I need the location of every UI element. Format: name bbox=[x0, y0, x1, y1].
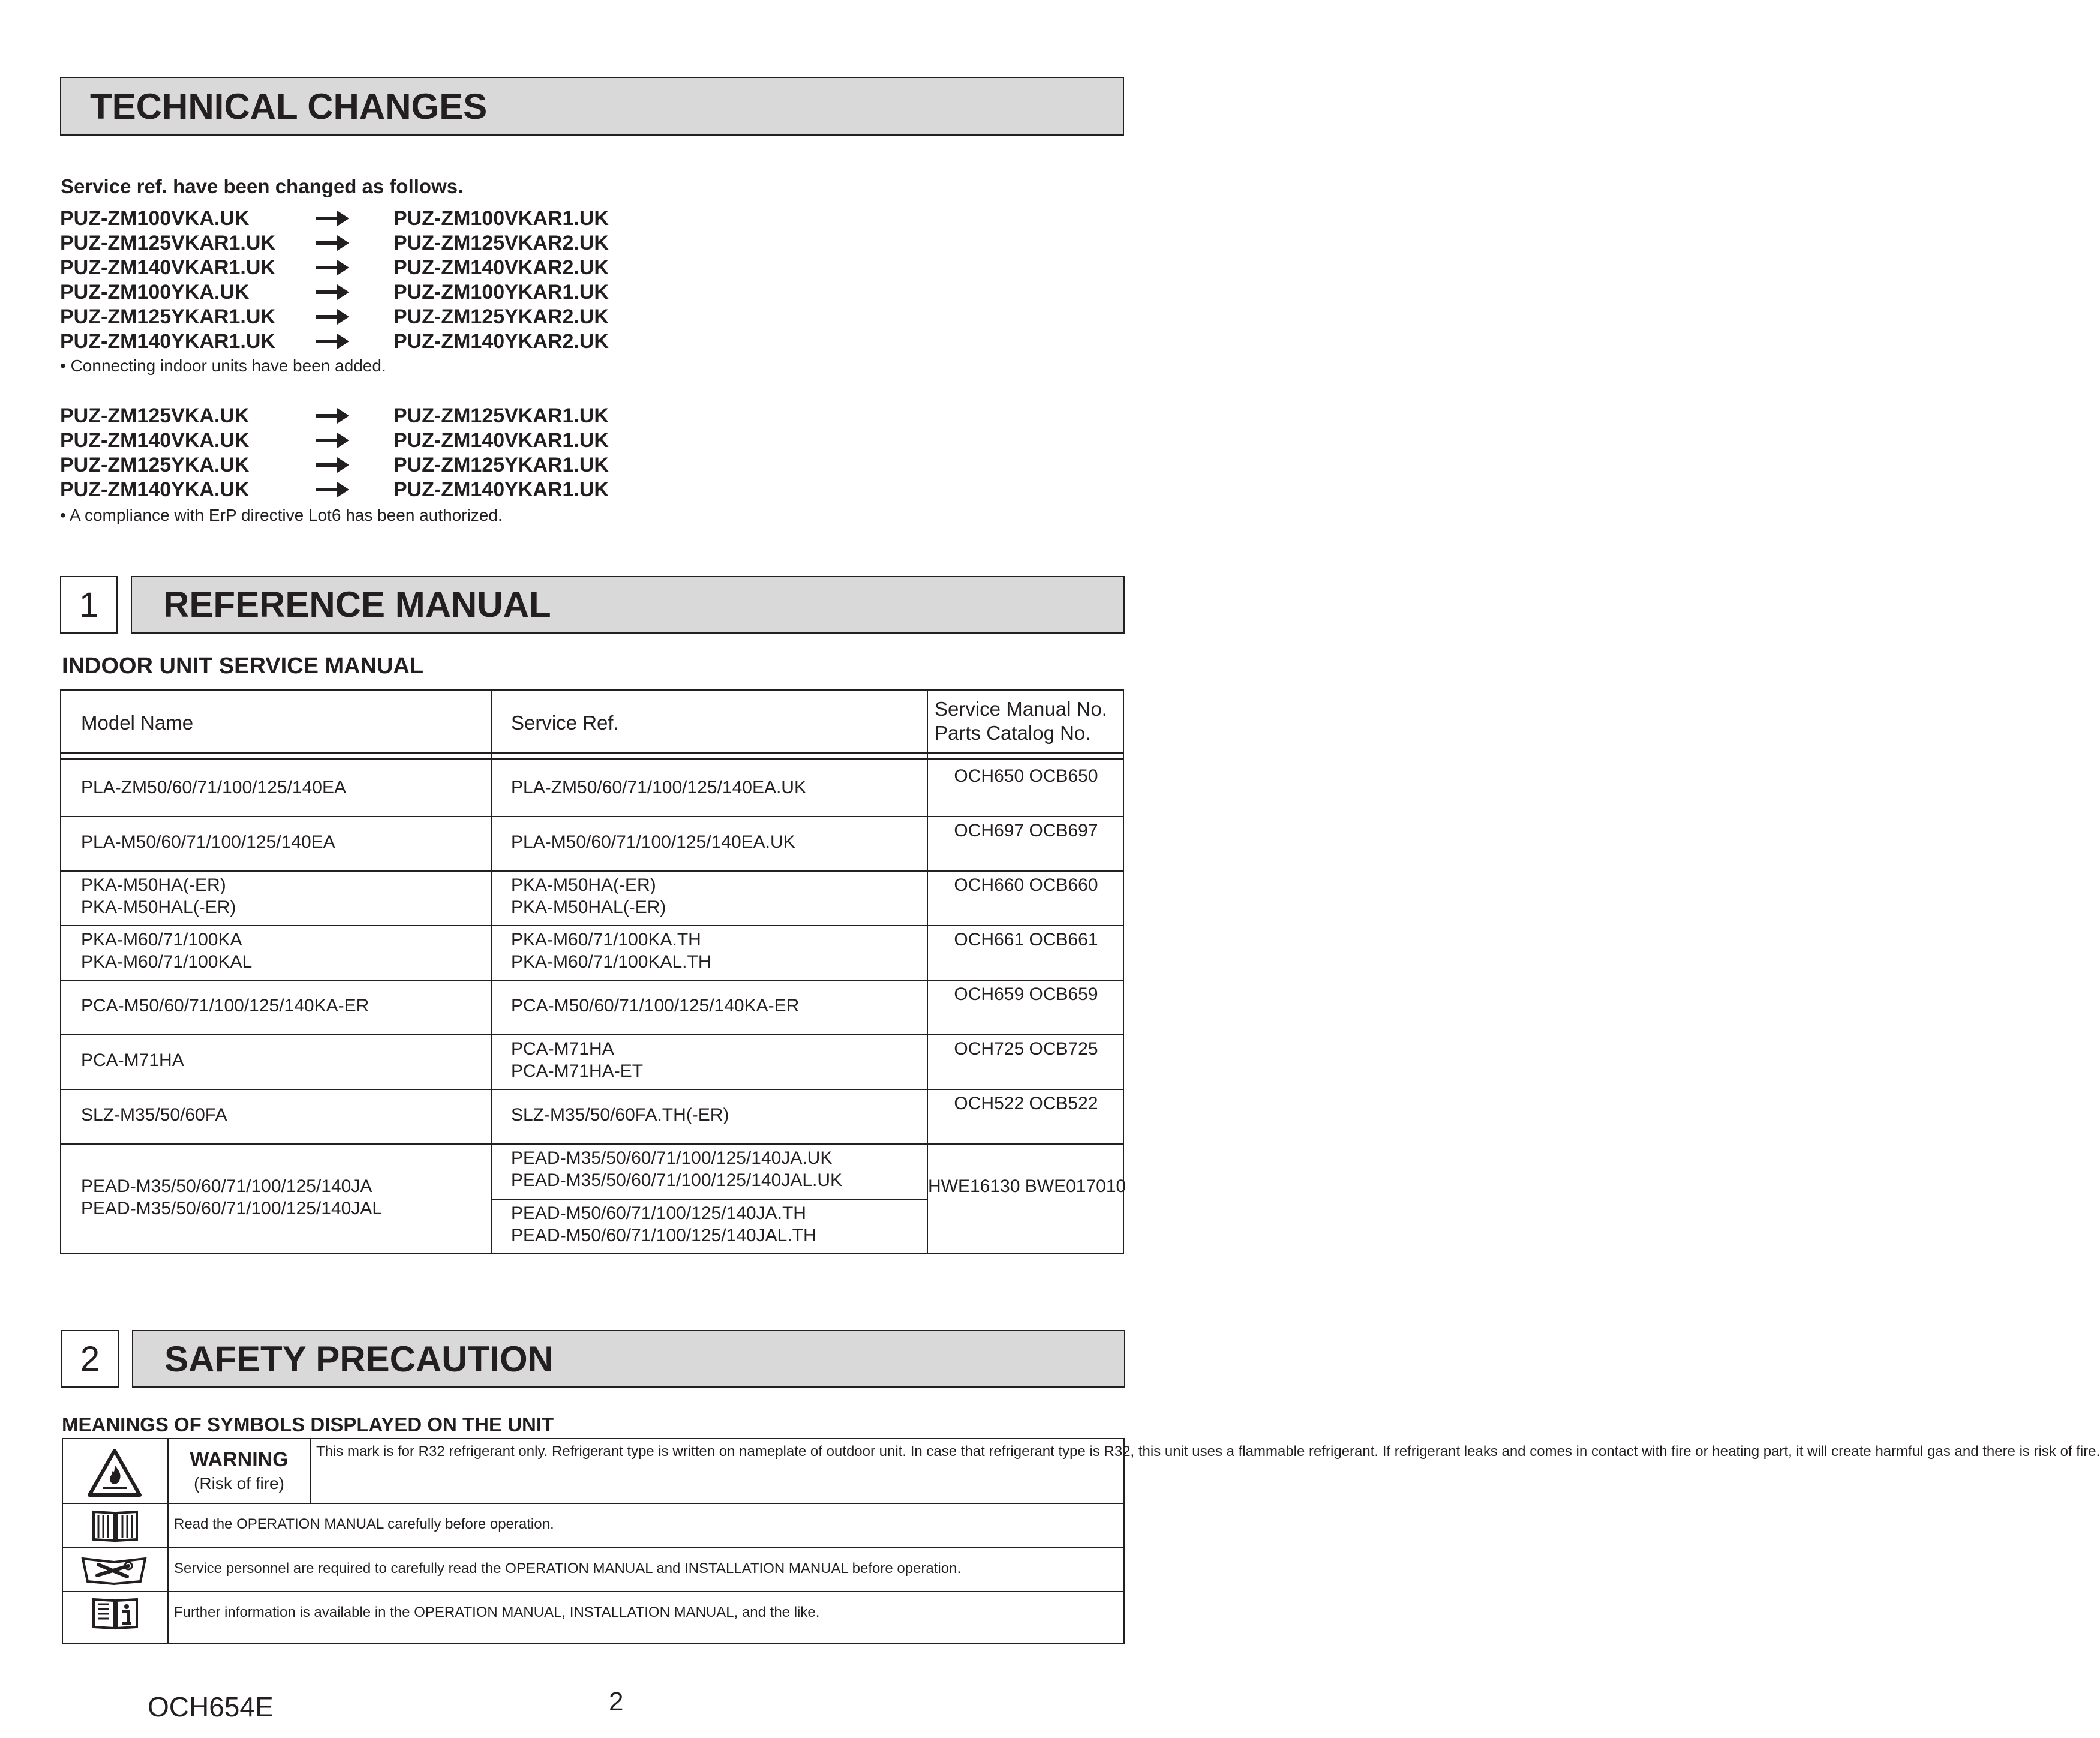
safety-precaution-banner bbox=[132, 1330, 1125, 1388]
row-rule bbox=[62, 1547, 1125, 1548]
manual-number-cell bbox=[928, 983, 1124, 1005]
model-cell: SLZ-M35/50/60FA bbox=[81, 1105, 227, 1125]
row-rule bbox=[60, 925, 1124, 926]
manual-number: OCB522 bbox=[1029, 1094, 1098, 1113]
ref-line: PKA-M50HAL(-ER) bbox=[511, 897, 666, 917]
warning-description-line: In case that refrigerant type is R32, this unit uses a flammable refrigerant. bbox=[910, 1443, 1379, 1460]
header-manual-no bbox=[935, 697, 1107, 745]
ref-cell bbox=[511, 1202, 816, 1247]
manual-number: OCB650 bbox=[1029, 766, 1098, 786]
row-rule bbox=[62, 1503, 1125, 1504]
row-rule bbox=[60, 980, 1124, 981]
manual-number: OCB660 bbox=[1029, 875, 1098, 895]
section-1-number: 1 bbox=[60, 576, 118, 634]
manual-number: OCH661 bbox=[954, 930, 1025, 950]
change-to: PUZ-ZM125VKAR1.UK bbox=[393, 404, 609, 427]
document-number: OCH654E bbox=[148, 1691, 274, 1722]
right-arrow-icon bbox=[314, 282, 350, 302]
change-from: PUZ-ZM100YKA.UK bbox=[60, 281, 250, 304]
warning-description bbox=[316, 1442, 2100, 1461]
ref-line: PCA-M71HA bbox=[511, 1039, 614, 1059]
manual-number-cell bbox=[928, 929, 1124, 951]
ref-line: PCA-M71HA-ET bbox=[511, 1061, 644, 1081]
row-rule bbox=[62, 1591, 1125, 1592]
warning-description-line: This mark is for R32 refrigerant only. Refrigerant type is written on nameplate of outdoor unit. bbox=[316, 1443, 907, 1460]
reference-manual-title: REFERENCE MANUAL bbox=[163, 584, 551, 625]
change-from: PUZ-ZM140VKAR1.UK bbox=[60, 256, 275, 279]
manual-number-cell bbox=[928, 1175, 1124, 1197]
manual-number: OCH522 bbox=[954, 1094, 1025, 1113]
model-cell: PLA-ZM50/60/71/100/125/140EA bbox=[81, 778, 346, 797]
operation-manual-text: Read the OPERATION MANUAL carefully before operation. bbox=[174, 1516, 554, 1532]
model-line: PKA-M60/71/100KA bbox=[81, 930, 242, 950]
header-rule bbox=[60, 758, 1124, 760]
change-from: PUZ-ZM125YKAR1.UK bbox=[60, 305, 275, 328]
operation-manual-icon bbox=[90, 1508, 140, 1543]
ref-cell bbox=[511, 1147, 842, 1191]
header-service-ref: Service Ref. bbox=[511, 712, 619, 734]
header-manual-line: Parts Catalog No. bbox=[935, 722, 1091, 744]
change-to: PUZ-ZM140YKAR1.UK bbox=[393, 478, 609, 501]
change-to: PUZ-ZM140YKAR2.UK bbox=[393, 330, 609, 353]
model-cell: PCA-M50/60/71/100/125/140KA-ER bbox=[81, 996, 369, 1016]
row-rule bbox=[60, 1143, 1124, 1145]
right-arrow-icon bbox=[314, 430, 350, 451]
information-manual-text: Further information is available in the OPERATION MANUAL, INSTALLATION MANUAL, and the like. bbox=[174, 1604, 820, 1620]
page-number: 2 bbox=[609, 1687, 624, 1716]
symbols-heading: MEANINGS OF SYMBOLS DISPLAYED ON THE UNIT bbox=[62, 1413, 554, 1436]
section-2-number: 2 bbox=[61, 1330, 119, 1388]
change-to: PUZ-ZM100YKAR1.UK bbox=[393, 281, 609, 304]
right-arrow-icon bbox=[314, 257, 350, 278]
right-arrow-icon bbox=[314, 307, 350, 327]
ref-line: PEAD-M50/60/71/100/125/140JA.TH bbox=[511, 1203, 806, 1223]
manual-number: OCH650 bbox=[954, 766, 1025, 786]
change-from: PUZ-ZM125VKAR1.UK bbox=[60, 232, 275, 254]
model-line: PEAD-M35/50/60/71/100/125/140JA bbox=[81, 1176, 372, 1196]
manual-number: OCB725 bbox=[1029, 1039, 1098, 1059]
header-rule bbox=[60, 752, 1124, 754]
ref-line: PEAD-M50/60/71/100/125/140JAL.TH bbox=[511, 1226, 816, 1245]
ref-cell bbox=[511, 1038, 643, 1082]
change-to: PUZ-ZM140VKAR1.UK bbox=[393, 429, 609, 452]
change-note-1: • Connecting indoor units have been added. bbox=[60, 356, 386, 375]
right-arrow-icon bbox=[314, 479, 350, 500]
change-from: PUZ-ZM140VKA.UK bbox=[60, 429, 250, 452]
model-line: PKA-M60/71/100KAL bbox=[81, 952, 253, 972]
manual-number: OCH697 bbox=[954, 821, 1025, 841]
manual-number: OCH659 bbox=[954, 984, 1025, 1004]
model-line: PEAD-M35/50/60/71/100/125/140JAL bbox=[81, 1199, 383, 1218]
right-arrow-icon bbox=[314, 455, 350, 475]
change-to: PUZ-ZM125YKAR2.UK bbox=[393, 305, 609, 328]
header-model-name: Model Name bbox=[81, 712, 194, 734]
safety-precaution-title: SAFETY PRECAUTION bbox=[164, 1339, 554, 1379]
manual-number: BWE017010 bbox=[1025, 1176, 1126, 1196]
row-rule bbox=[60, 1034, 1124, 1035]
manual-number: OCB697 bbox=[1029, 821, 1098, 841]
change-to: PUZ-ZM100VKAR1.UK bbox=[393, 207, 609, 230]
manual-number-cell bbox=[928, 1038, 1124, 1060]
change-from: PUZ-ZM100VKA.UK bbox=[60, 207, 250, 230]
manual-number-cell bbox=[928, 765, 1124, 787]
technical-changes-banner bbox=[60, 77, 1124, 136]
warning-label: WARNING bbox=[190, 1448, 289, 1471]
ref-cell bbox=[511, 929, 711, 973]
ref-line: PKA-M60/71/100KAL.TH bbox=[511, 952, 711, 972]
change-to: PUZ-ZM140VKAR2.UK bbox=[393, 256, 609, 279]
manual-number: HWE16130 bbox=[928, 1176, 1020, 1196]
row-rule bbox=[60, 1089, 1124, 1090]
right-arrow-icon bbox=[314, 331, 350, 352]
model-cell bbox=[81, 929, 252, 973]
ref-cell: PLA-M50/60/71/100/125/140EA.UK bbox=[511, 832, 795, 852]
manual-number: OCB661 bbox=[1029, 930, 1098, 950]
model-cell: PLA-M50/60/71/100/125/140EA bbox=[81, 832, 335, 852]
manual-number-cell bbox=[928, 1092, 1124, 1115]
model-cell: PCA-M71HA bbox=[81, 1050, 184, 1070]
model-line: PKA-M50HAL(-ER) bbox=[81, 897, 236, 917]
manual-number: OCH660 bbox=[954, 875, 1025, 895]
model-cell bbox=[81, 1175, 382, 1220]
header-manual-line: Service Manual No. bbox=[935, 698, 1107, 720]
change-to: PUZ-ZM125VKAR2.UK bbox=[393, 232, 609, 254]
column-divider bbox=[310, 1438, 311, 1504]
column-divider bbox=[491, 689, 492, 1254]
change-from: PUZ-ZM140YKAR1.UK bbox=[60, 330, 275, 353]
ref-cell bbox=[511, 874, 666, 918]
row-rule bbox=[491, 1199, 927, 1200]
row-rule bbox=[60, 816, 1124, 817]
ref-line: PEAD-M35/50/60/71/100/125/140JAL.UK bbox=[511, 1170, 843, 1190]
ref-line: PEAD-M35/50/60/71/100/125/140JA.UK bbox=[511, 1148, 833, 1168]
manual-number-cell bbox=[928, 874, 1124, 896]
ref-line: PKA-M50HA(-ER) bbox=[511, 875, 656, 895]
reference-manual-banner bbox=[131, 576, 1125, 634]
flammable-warning-icon bbox=[86, 1447, 143, 1499]
right-arrow-icon bbox=[314, 406, 350, 426]
model-line: PKA-M50HA(-ER) bbox=[81, 875, 226, 895]
manual-number: OCB659 bbox=[1029, 984, 1098, 1004]
right-arrow-icon bbox=[314, 233, 350, 253]
ref-cell: PCA-M50/60/71/100/125/140KA-ER bbox=[511, 996, 800, 1016]
right-arrow-icon bbox=[314, 208, 350, 229]
service-manual-icon bbox=[77, 1551, 151, 1587]
technical-changes-title: TECHNICAL CHANGES bbox=[90, 86, 488, 127]
change-to: PUZ-ZM125YKAR1.UK bbox=[393, 454, 609, 476]
change-from: PUZ-ZM140YKA.UK bbox=[60, 478, 250, 501]
change-note-2: • A compliance with ErP directive Lot6 has been authorized. bbox=[60, 506, 503, 524]
change-from: PUZ-ZM125YKA.UK bbox=[60, 454, 250, 476]
change-from: PUZ-ZM125VKA.UK bbox=[60, 404, 250, 427]
warning-sublabel: (Risk of fire) bbox=[194, 1474, 284, 1493]
ref-cell: SLZ-M35/50/60FA.TH(-ER) bbox=[511, 1105, 729, 1125]
row-rule bbox=[60, 870, 1124, 872]
warning-description-line: If refrigerant leaks and comes in contact with fire or heating part, it will create harmful gas and there is risk of fire. bbox=[1382, 1443, 2100, 1460]
technical-changes-intro: Service ref. have been changed as follows. bbox=[61, 175, 464, 197]
ref-line: PKA-M60/71/100KA.TH bbox=[511, 930, 701, 950]
ref-cell: PLA-ZM50/60/71/100/125/140EA.UK bbox=[511, 778, 806, 797]
manual-number-cell bbox=[928, 820, 1124, 842]
manual-number: OCH725 bbox=[954, 1039, 1025, 1059]
information-manual-icon bbox=[90, 1596, 140, 1631]
model-cell bbox=[81, 874, 236, 918]
service-manual-text: Service personnel are required to carefully read the OPERATION MANUAL and INSTALLATION MANUAL before operation. bbox=[174, 1560, 962, 1577]
indoor-unit-service-manual-heading: INDOOR UNIT SERVICE MANUAL bbox=[62, 653, 424, 679]
